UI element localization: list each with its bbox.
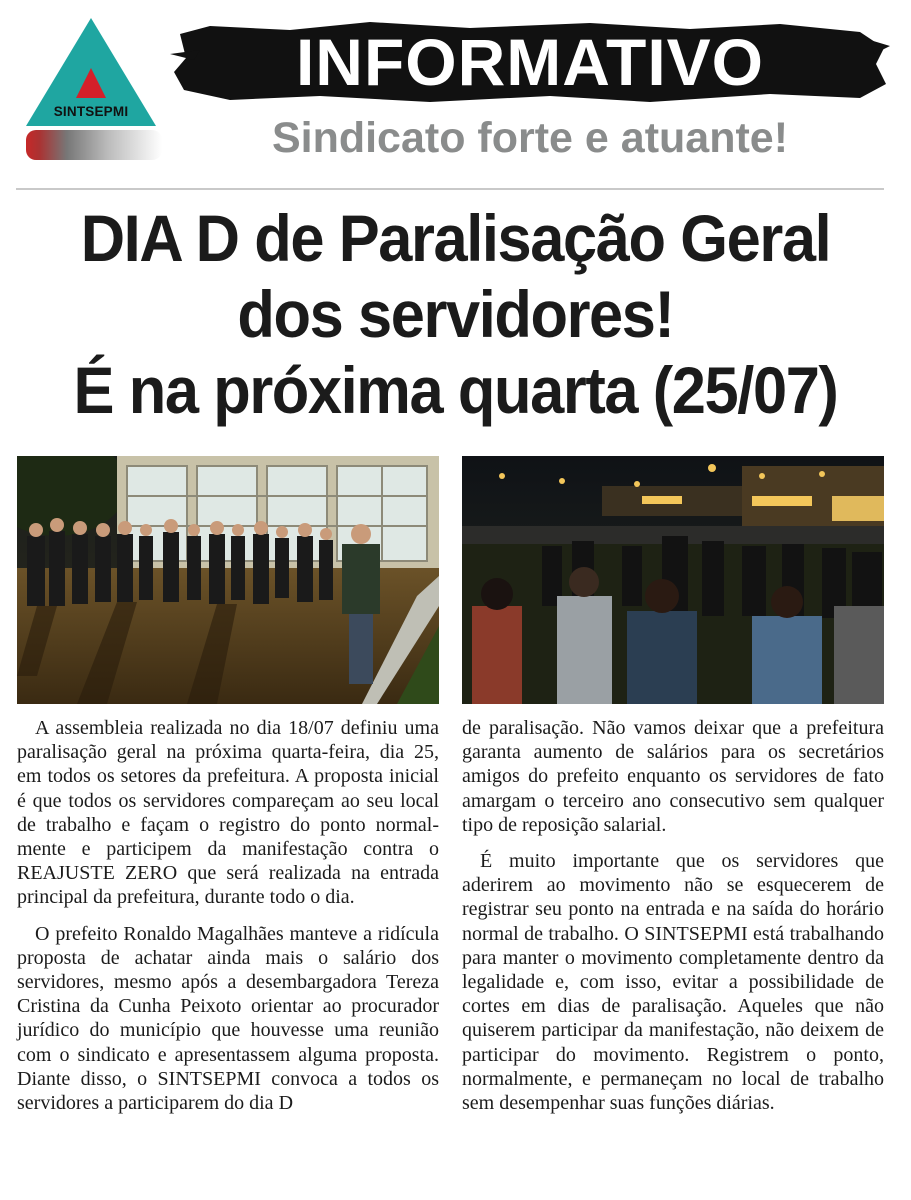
headline-line-1: DIA D de Paralisação Geral [80, 201, 831, 275]
main-headline [41, 200, 870, 428]
paragraph-2: O prefeito Ronaldo Magalhães manteve a ridícula proposta de achatar ainda mais o salário dos servidores, mesmo após a desembargadora Tereza Cristina da Cunha Peixoto orientar ao procurador jurídico do município que houvesse uma reunião com o sindicato e apresentassem alguma proposta. Diante disso, o SINTSEPMI convoca a todos os servidores a participarem do dia D [17, 922, 439, 1115]
paragraph-1: A assembleia realizada no dia 18/07 definiu uma paralisação geral na próxima quarta-feira, dia 25, em todos os setores da prefeitura. A proposta inicial é que todos os servidores compareçam ao seu local de trabalho e façam o registro do ponto normalmente e participem da manifestação contra o REAJUSTE ZERO que será realizada na entrada principal da prefeitura, durante todo o dia. [17, 717, 439, 909]
headline-line-3: É na próxima quarta (25/07) [73, 353, 838, 427]
logo-fade-bar [26, 130, 162, 160]
article-column-left [17, 716, 439, 1127]
union-logo [22, 18, 160, 158]
article-column-right [462, 716, 884, 1127]
photo-assembly-building [17, 456, 439, 704]
photo-night-gathering [462, 456, 884, 704]
masthead-title: INFORMATIVO [295, 25, 765, 99]
header-divider [16, 188, 884, 190]
paragraph-3: É muito importante que os servidores que aderirem ao movimento não se esquecerem de registrar seu ponto na entrada e na saída do horário normal de trabalho. O SINTSEPMI está trabalhando para manter o movimento completamente dentro da legalidade e, com isso, evitar a possibilidade de cortes em dias de paralisação. Aqueles que não quiserem participar da manifestação, não deixem de participar do movimento. Registrem o ponto, normalmente, e permaneçam no local de trabalho sem desempenhar suas funções diárias. [462, 850, 884, 1115]
slogan: Sindicato forte e atuante! [271, 114, 789, 162]
paragraph-2-continuation: de paralisação. Não vamos deixar que a prefeitura garanta aumento de salários para os secretários amigos do prefeito enquanto os servidores de fato amargam o terceiro ano consecutivo sem qualquer tipo de reposição salarial. [462, 717, 884, 836]
headline-line-2: dos servidores! [237, 277, 674, 351]
logo-label: SINTSEPMI [53, 104, 129, 119]
